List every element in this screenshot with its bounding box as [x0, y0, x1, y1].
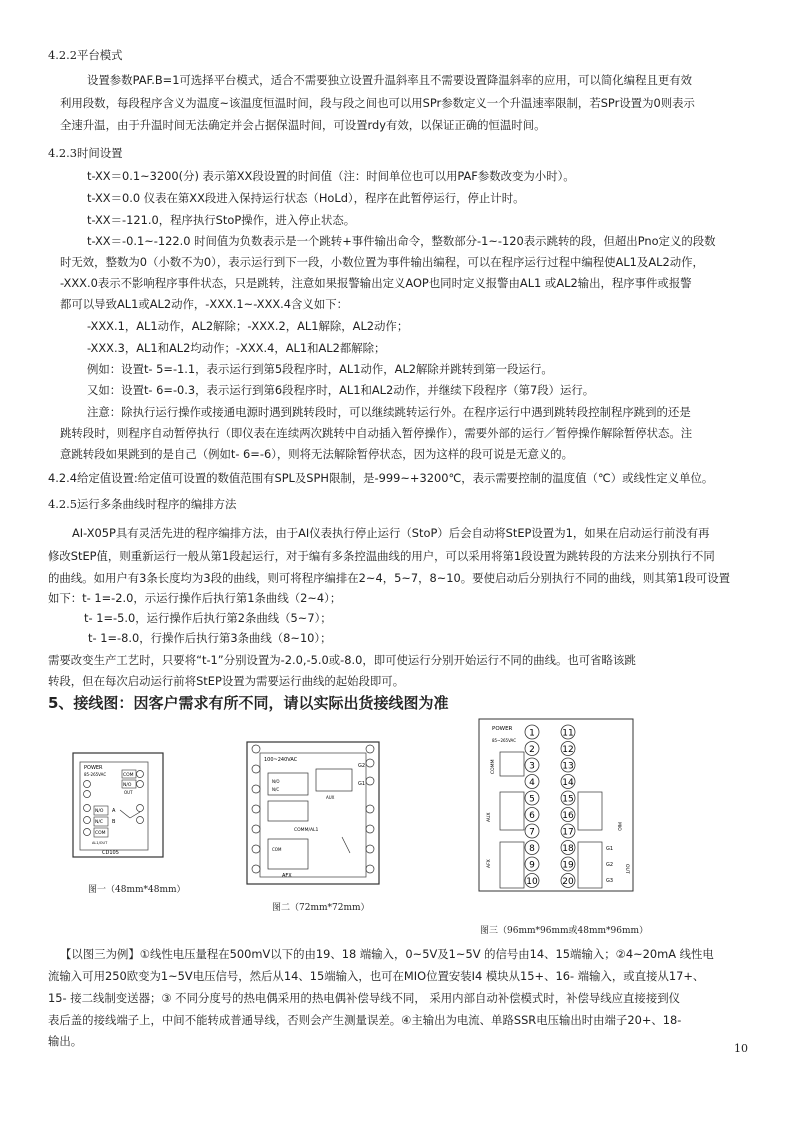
- wiring-diagram-48x48: [72, 752, 164, 858]
- paragraph-line: AI-X05P具有灵活先进的程序编排方法，由于AI仪表执行停止运行（StoP）后会自动将StEP设置为1，如果在启动运行前没有再: [72, 526, 710, 540]
- fig3-power-label: POWER: [492, 726, 513, 732]
- section-4-2-4-text: 4.2.4给定值设置:给定值可设置的数值范围有SPL及SPH限制，是-999~+3200℃，表示需要控制的温度值（℃）或线性定义单位。: [48, 471, 714, 485]
- section-5-heading: 5、接线图：因客户需求有所不同，请以实际出货接线图为准: [48, 694, 449, 712]
- fig2-label: G1: [358, 781, 366, 787]
- fig2-label: AUX: [326, 795, 335, 800]
- paragraph-line: 如下：t- 1=-2.0，示运行操作后执行第1条曲线（2~4）；: [48, 591, 342, 605]
- paragraph-line: -XXX.3，AL1和AL2均动作；-XXX.4，AL1和AL2都解除；: [87, 341, 386, 355]
- paragraph-line: 需要改变生产工艺时，只要将“t-1”分别设置为-2.0,-5.0或-8.0，即可使运行分别开始运行不同的曲线。也可省略该跳: [48, 653, 636, 667]
- fig3-out-label: OUT: [624, 864, 629, 874]
- paragraph-line: 的曲线。如用户有3条长度均为3段的曲线，则可将程序编排在2~4，5~7，8~10。要使启动后分别执行不同的曲线，则其第1段可设置: [48, 571, 731, 585]
- fig3-afx-label: AFX: [487, 859, 492, 868]
- left-terminal-number: 10: [526, 877, 538, 887]
- fig1-label: OUT: [124, 790, 133, 795]
- section-4-2-2-heading: 4.2.2平台模式: [48, 48, 123, 62]
- left-terminal-number: 7: [529, 827, 535, 838]
- wiring-diagram-96x96: [478, 718, 634, 892]
- fig2-label: N/C: [272, 787, 280, 792]
- fig1-label: N/C: [95, 820, 104, 825]
- fig1-model-label: CD105: [102, 850, 119, 856]
- paragraph-line: -XXX.1，AL1动作，AL2解除；-XXX.2，AL1解除，AL2动作；: [87, 319, 409, 333]
- left-terminal-number: 6: [529, 811, 535, 821]
- fig2-label: G2: [358, 763, 366, 769]
- wiring-diagram-72x72: [246, 741, 380, 885]
- fig1-voltage-label: 85-265VAC: [84, 772, 107, 777]
- paragraph-line: 利用段数，每段程序含义为温度~该温度恒温时间，段与段之间也可以用SPr参数定义一个升温速率限制，若SPr设置为0则表示: [60, 96, 695, 110]
- fig1-power-label: POWER: [84, 765, 103, 771]
- paragraph-line: t-XX＝0.1~3200(分) 表示第XX段设置的时间值（注：时间单位也可以用PAF参数改变为小时）。: [87, 169, 575, 183]
- right-terminal-number: 13: [562, 761, 574, 772]
- fig3-comm-label: COMM: [491, 759, 496, 774]
- right-terminal-number: 19: [562, 860, 574, 871]
- page-number: 10: [734, 1042, 748, 1055]
- fig3-out-label: G2: [606, 862, 614, 868]
- fig3-aux-label: AUX: [487, 812, 492, 822]
- fig3-out-label: G3: [606, 878, 614, 884]
- paragraph-line: t-XX＝-0.1~-122.0 时间值为负数表示是一个跳转+事件输出命令，整数部分-1~-120表示跳转的段，但超出Pno定义的段数: [87, 234, 716, 248]
- paragraph-line: 都可以导致AL1或AL2动作，-XXX.1~-XXX.4含义如下：: [60, 297, 348, 311]
- left-terminal-number: 5: [529, 794, 535, 805]
- section-4-2-3-heading: 4.2.3时间设置: [48, 146, 123, 160]
- left-terminal-number: 8: [529, 844, 535, 854]
- fig3-voltage-label: 85~265VAC: [492, 738, 517, 743]
- figure-1-caption: 图一（48mm*48mm）: [88, 885, 186, 895]
- paragraph-line: 跳转段时，则程序自动暂停执行（即仪表在连续两次跳转中自动插入暂停操作），需要外部的运行／暂停操作解除暂停状态。注: [60, 426, 693, 440]
- note-line: 输出。: [48, 1034, 83, 1048]
- paragraph-line: 全速升温，由于升温时间无法确定并会占据保温时间，可设置rdy有效，以保证正确的恒温时间。: [60, 118, 546, 132]
- note-line: 流输入可用250欧变为1~5V电压信号，然后从14、15端输入，也可在MIO位置安装I4 模块从15+、16- 端输入，或直接从17+、: [48, 969, 705, 983]
- fig1-label: B: [112, 819, 116, 825]
- fig1-label: A: [112, 808, 116, 814]
- paragraph-line: t-XX＝0.0 仪表在第XX段进入保持运行状态（HoLd），程序在此暂停运行，停止计时。: [87, 191, 525, 205]
- right-terminal-number: 17: [562, 827, 574, 838]
- left-terminal-number: 3: [529, 761, 535, 772]
- fig2-label: N/O: [272, 779, 280, 784]
- fig1-label: N/O: [123, 783, 132, 788]
- fig3-out-label: G1: [606, 846, 614, 852]
- paragraph-line: 修改StEP值，则重新运行一般从第1段起运行，对于编有多条控温曲线的用户，可以采用将第1段设置为跳转段的方法来分别执行不同: [48, 549, 715, 563]
- left-terminal-number: 9: [529, 860, 535, 871]
- right-terminal-number: 20: [562, 877, 574, 887]
- paragraph-line: t- 1=-5.0，运行操作后执行第2条曲线（5~7）；: [84, 611, 332, 625]
- paragraph-line: 又如：设置t- 6=-0.3，表示运行到第6段程序时，AL1和AL2动作，并继续下段程序（第7段）运行。: [87, 383, 595, 397]
- paragraph-line: 意跳转段如果跳到的是自己（例如t- 6=-6），则将无法解除暂停状态，因为这样的段可说是无意义的。: [60, 447, 574, 461]
- fig2-voltage-label: 100~240VAC: [264, 757, 298, 763]
- section-4-2-5-heading: 4.2.5运行多条曲线时程序的编排方法: [48, 497, 237, 511]
- fig3-mio-label: MIO: [616, 822, 621, 831]
- left-terminal-number: 1: [529, 728, 535, 739]
- note-line: 15- 接二线制变送器；③ 不同分度号的热电偶采用的热电偶补偿导线不同， 采用内部自动补偿模式时，补偿导线应直接接到仪: [48, 991, 680, 1005]
- figure-2-caption: 图二（72mm*72mm）: [272, 903, 370, 913]
- figure-3-caption: 图三（96mm*96mm或48mm*96mm）: [480, 926, 649, 936]
- fig1-label: N/O: [95, 809, 104, 814]
- right-terminal-number: 11: [562, 728, 574, 739]
- right-terminal-number: 12: [562, 745, 574, 755]
- right-terminal-number: 15: [562, 794, 574, 805]
- paragraph-line: 注意：除执行运行操作或接通电源时遇到跳转段时，可以继续跳转运行外。在程序运行中遇到跳转段控制程序跳到的还是: [87, 405, 691, 419]
- fig2-label: COM: [272, 847, 282, 852]
- paragraph-line: 时无效，整数为0（小数不为0），表示运行到下一段，小数位置为事件输出编程，可以在程序运行过程中编程使AL1及AL2动作，: [60, 255, 704, 269]
- right-terminal-number: 18: [562, 844, 574, 854]
- left-terminal-number: 2: [529, 745, 535, 755]
- fig1-label: AL1/OUT: [92, 841, 108, 845]
- paragraph-line: t- 1=-8.0，行操作后执行第3条曲线（8~10）；: [88, 631, 332, 645]
- note-line: 表后盖的接线端子上，中间不能转成普通导线，否则会产生测量误差。④主输出为电流、单路SSR电压输出时由端子20+、18-: [48, 1013, 682, 1027]
- fig1-label: COM: [95, 831, 106, 836]
- paragraph-line: 转段，但在每次启动运行前将StEP设置为需要运行曲线的起始段即可。: [48, 674, 405, 688]
- fig2-afx-label: AFX: [282, 873, 292, 879]
- paragraph-line: 例如：设置t- 5=-1.1，表示运行到第5段程序时，AL1动作，AL2解除并跳转到第一段运行。: [87, 362, 553, 376]
- paragraph-line: 设置参数PAF.B=1可选择平台模式，适合不需要独立设置升温斜率且不需要设置降温斜率的应用，可以简化编程且更有效: [87, 73, 693, 87]
- right-terminal-number: 16: [562, 811, 574, 821]
- paragraph-line: t-XX＝-121.0，程序执行StoP操作，进入停止状态。: [87, 213, 356, 227]
- fig2-comm-label: COMM/AL1: [294, 828, 319, 833]
- right-terminal-number: 14: [562, 778, 574, 788]
- note-line: 【以图三为例】①线性电压量程在500mV以下的由19、18 端输入，0~5V及1~5V 的信号由14、15端输入；②4~20mA 线性电: [60, 947, 714, 961]
- left-terminal-number: 4: [529, 778, 535, 788]
- fig1-label: COM: [123, 773, 134, 778]
- paragraph-line: -XXX.0表示不影响程序事件状态，只是跳转，注意如果报警输出定义AOP也同时定义报警由AL1 或AL2输出，程序事件或报警: [60, 276, 692, 290]
